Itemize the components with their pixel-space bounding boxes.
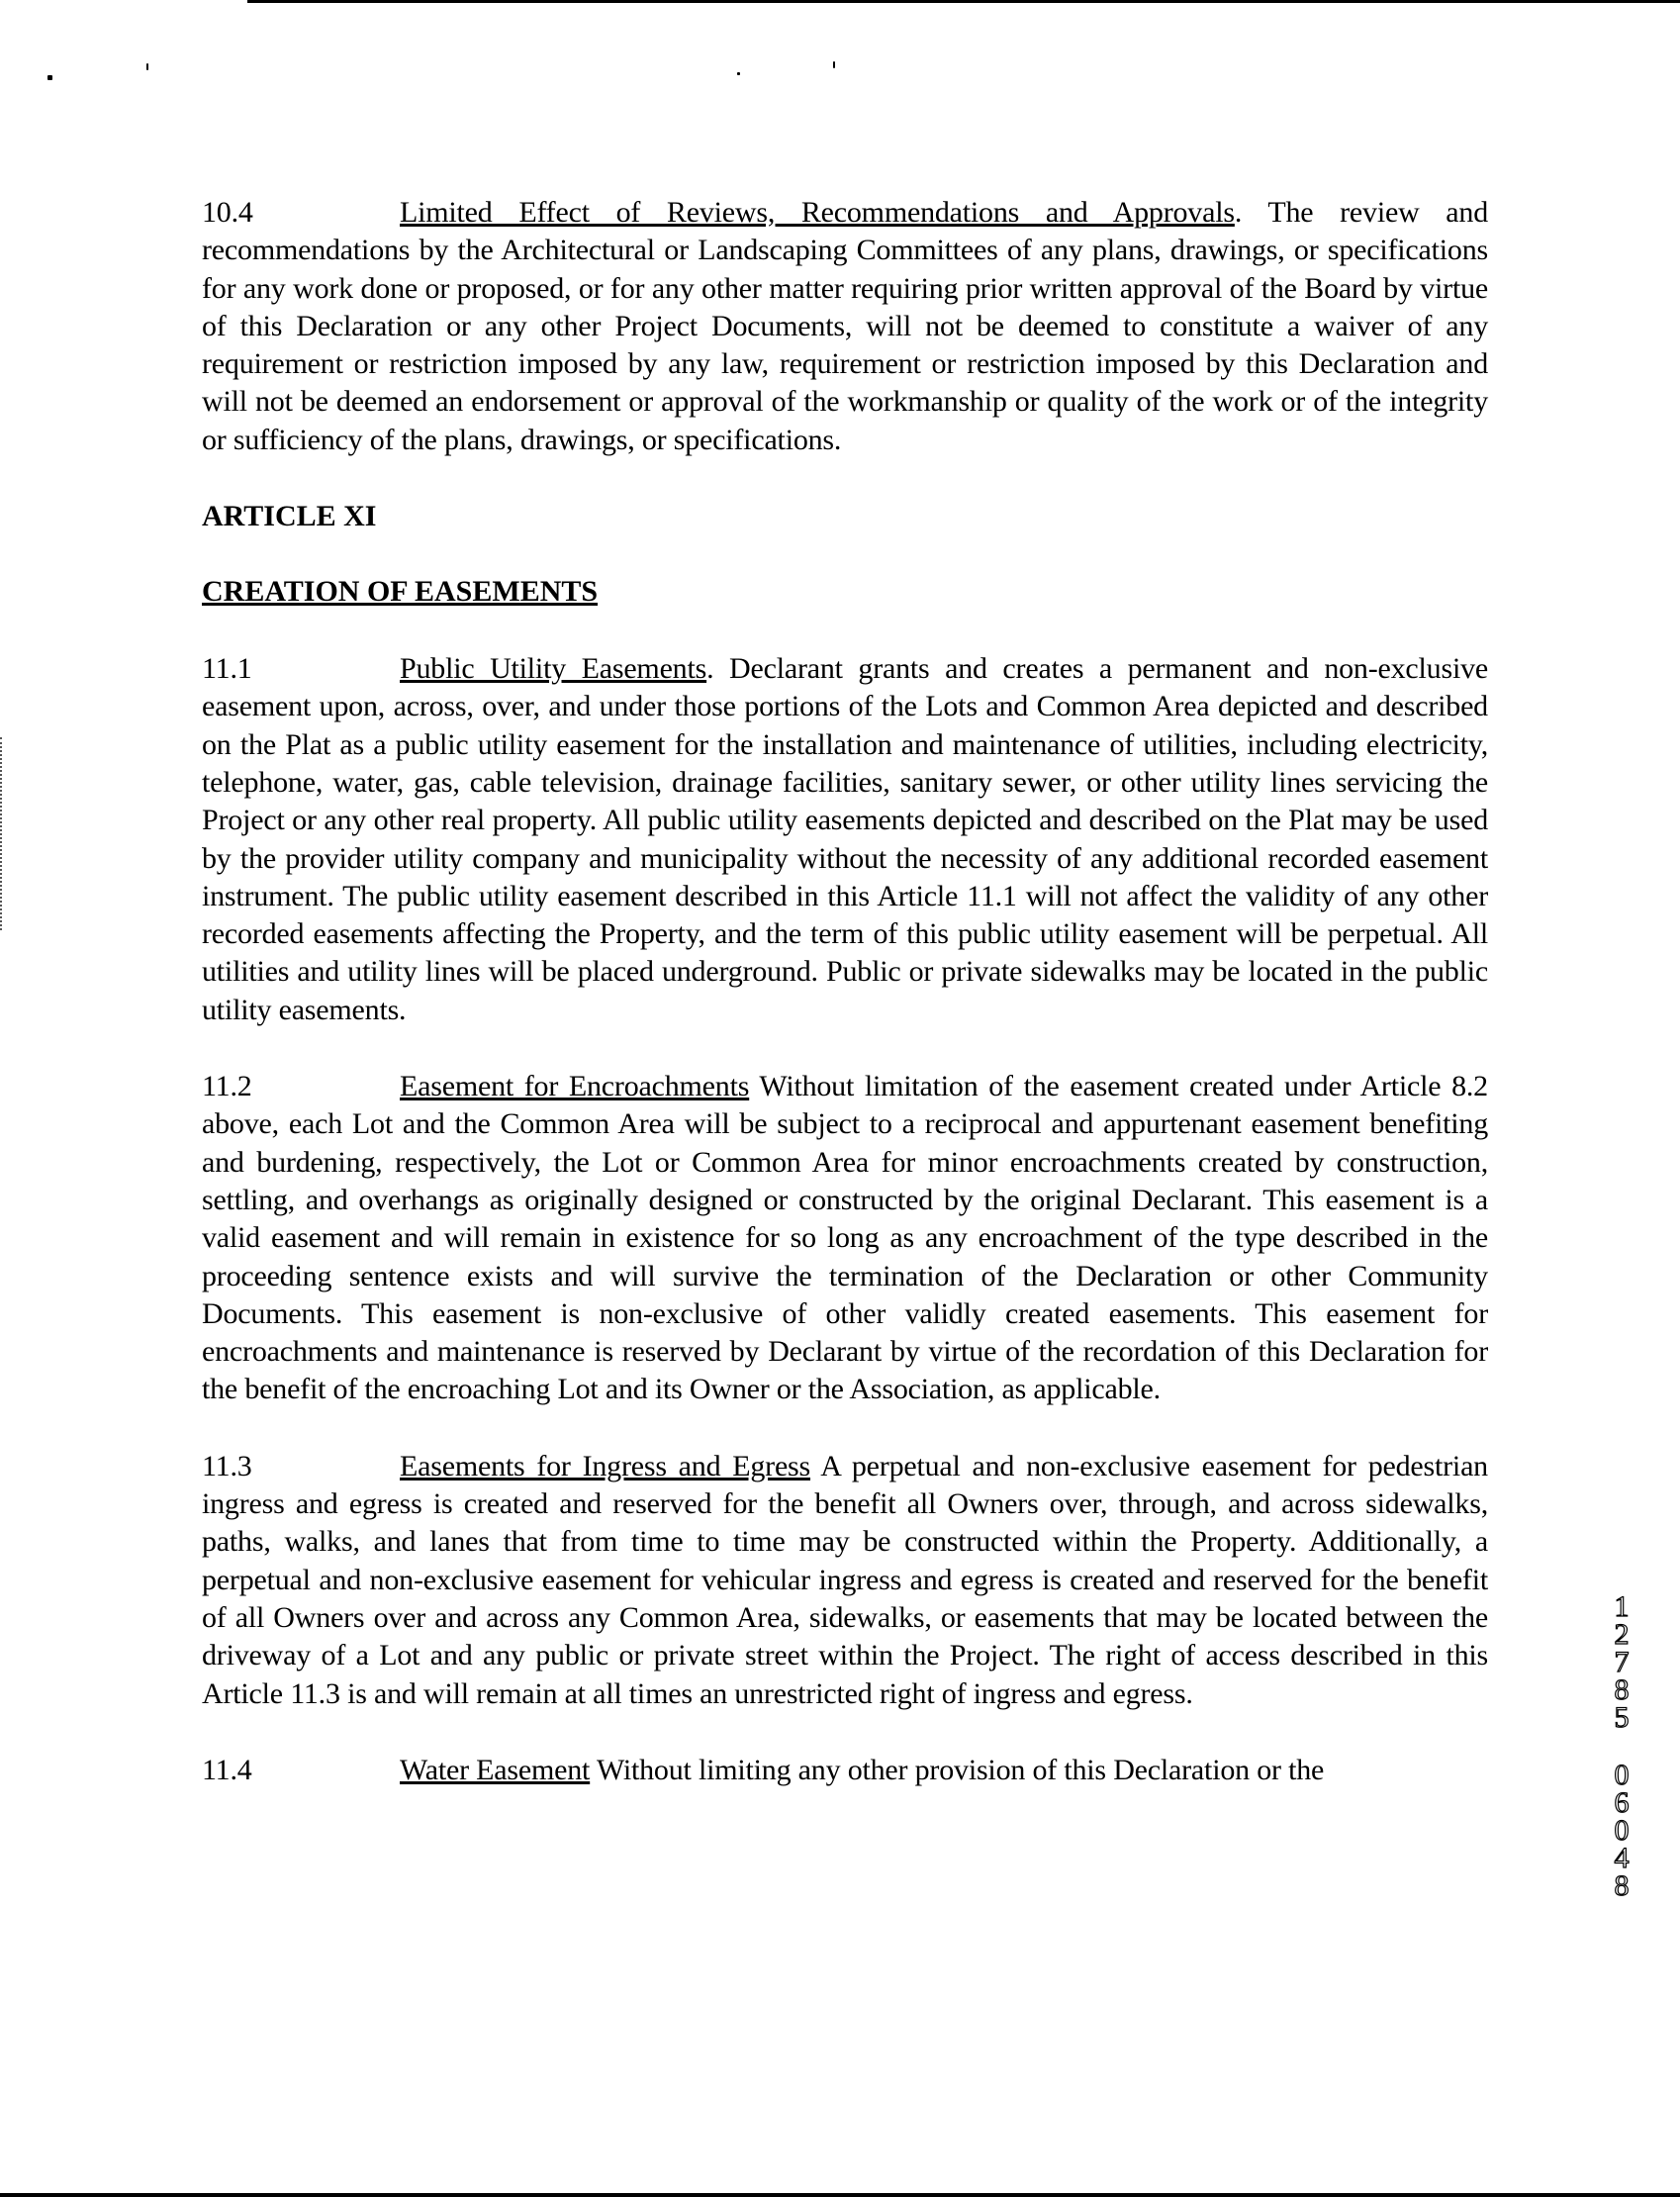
section-11-4 [202, 1752, 1488, 1789]
scan-speck [833, 61, 835, 68]
section-11-1 [202, 650, 1488, 1029]
stamp-digit: 1 [1614, 1590, 1630, 1623]
section-heading-punct: . [706, 652, 714, 686]
scan-speck [146, 63, 148, 70]
stamp-digit: 0 [1614, 1814, 1630, 1847]
section-number: 10.4 [202, 196, 253, 229]
stamp-digit: 7 [1614, 1646, 1630, 1678]
section-body: Without limiting any other provision of this Declaration or the [590, 1753, 1325, 1786]
stamp-gap [1607, 1732, 1636, 1762]
section-number: 11.1 [202, 652, 252, 686]
section-body: A perpetual and non-exclusive easement for pedestrian ingress and egress is created and reserved for the benefit all Owners over, through, and across sidewalks, paths, walks, and lanes that from time to time may be constructed within the Property. Additionally, a perpetual and non-exclusive easement for vehicular ingress and egress is created and reserved for the benefit of all Owners over and across any Common Area, sidewalks, or easements that may be located between the driveway of a Lot and any public or private street within the Project. The right of access described in this Article 11.3 is and will remain at all times an unrestricted right of ingress and egress. [202, 1449, 1488, 1710]
scan-margin-marks [0, 737, 4, 930]
section-heading: Easements for Ingress and Egress [400, 1449, 811, 1482]
document-page [202, 194, 1488, 1789]
section-body: Without limitation of the easement created under Article 8.2 above, each Lot and the Common Area will be subject to a reciprocal and appurtenant easement benefiting and burdening, respectively, the Lot or Common Area for minor encroachments created by construction, settling, and overhangs as originally designed or constructed by the original Declarant. This easement is a valid easement and will remain in existence for so long as any encroachment of the type described in the proceeding sentence exists and will survive the termination of the Declaration or other Community Documents. This easement is non-exclusive of other validly created easements. This easement for encroachments and maintenance is reserved by Declarant by virtue of the recordation of this Declaration for the benefit of the encroaching Lot and its Owner or the Association, as applicable. [202, 1070, 1488, 1406]
scan-top-border [247, 0, 1680, 3]
section-11-3 [202, 1448, 1488, 1713]
section-number: 11.4 [202, 1753, 252, 1786]
section-number: 11.3 [202, 1449, 252, 1482]
stamp-digit: 8 [1614, 1673, 1630, 1706]
scan-speck [47, 75, 52, 80]
section-number: 11.2 [202, 1070, 252, 1103]
section-10-4 [202, 194, 1488, 459]
stamp-digit: 0 [1614, 1759, 1630, 1791]
scan-bottom-border [0, 2193, 1680, 2197]
section-heading: Easement for Encroachments [400, 1070, 750, 1103]
article-title: ARTICLE XI [202, 500, 377, 533]
section-heading: Public Utility Easements [400, 652, 707, 686]
recording-stamp [1607, 1590, 1636, 1902]
stamp-digit: 2 [1614, 1618, 1630, 1651]
stamp-digit: 8 [1614, 1869, 1630, 1902]
section-11-2 [202, 1068, 1488, 1409]
stamp-digit: 4 [1614, 1842, 1630, 1874]
section-body: The review and recommendations by the Architectural or Landscaping Committees of any plans, drawings, or specifications for any work done or proposed, or for any other matter requiring prior written approval of the Board by virtue of this Declaration or any other Project Documents, will not be deemed to constitute a waiver of any requirement or restriction imposed by any law, requirement or restriction imposed by this Declaration and will not be deemed an endorsement or approval of the workmanship or quality of the work or of the integrity or sufficiency of the plans, drawings, or specifications. [202, 196, 1488, 456]
section-body: Declarant grants and creates a permanent and non-exclusive easement upon, across, over, and under those portions of the Lots and Common Area depicted and described on the Plat as a public utility easement for the installation and maintenance of utilities, including electricity, telephone, water, gas, cable television, drainage facilities, sanitary sewer, or other utility lines servicing the Project or any other real property. All public utility easements depicted and described on the Plat may be used by the provider utility company and municipality without the necessity of any additional recorded easement instrument. The public utility easement described in this Article 11.1 will not affect the validity of any other recorded easements affecting the Property, and the term of this public utility easement will be perpetual. All utilities and utility lines will be placed underground. Public or private sidewalks may be located in the public utility easements. [202, 652, 1488, 1026]
stamp-digit: 5 [1614, 1701, 1630, 1734]
scan-speck [737, 72, 740, 75]
section-heading: Water Easement [400, 1753, 591, 1786]
section-heading: Limited Effect of Reviews, Recommendations and Approvals [400, 196, 1235, 229]
stamp-digit: 6 [1614, 1786, 1630, 1819]
article-subtitle: CREATION OF EASEMENTS [202, 575, 599, 609]
section-heading-punct: . [1234, 196, 1243, 229]
